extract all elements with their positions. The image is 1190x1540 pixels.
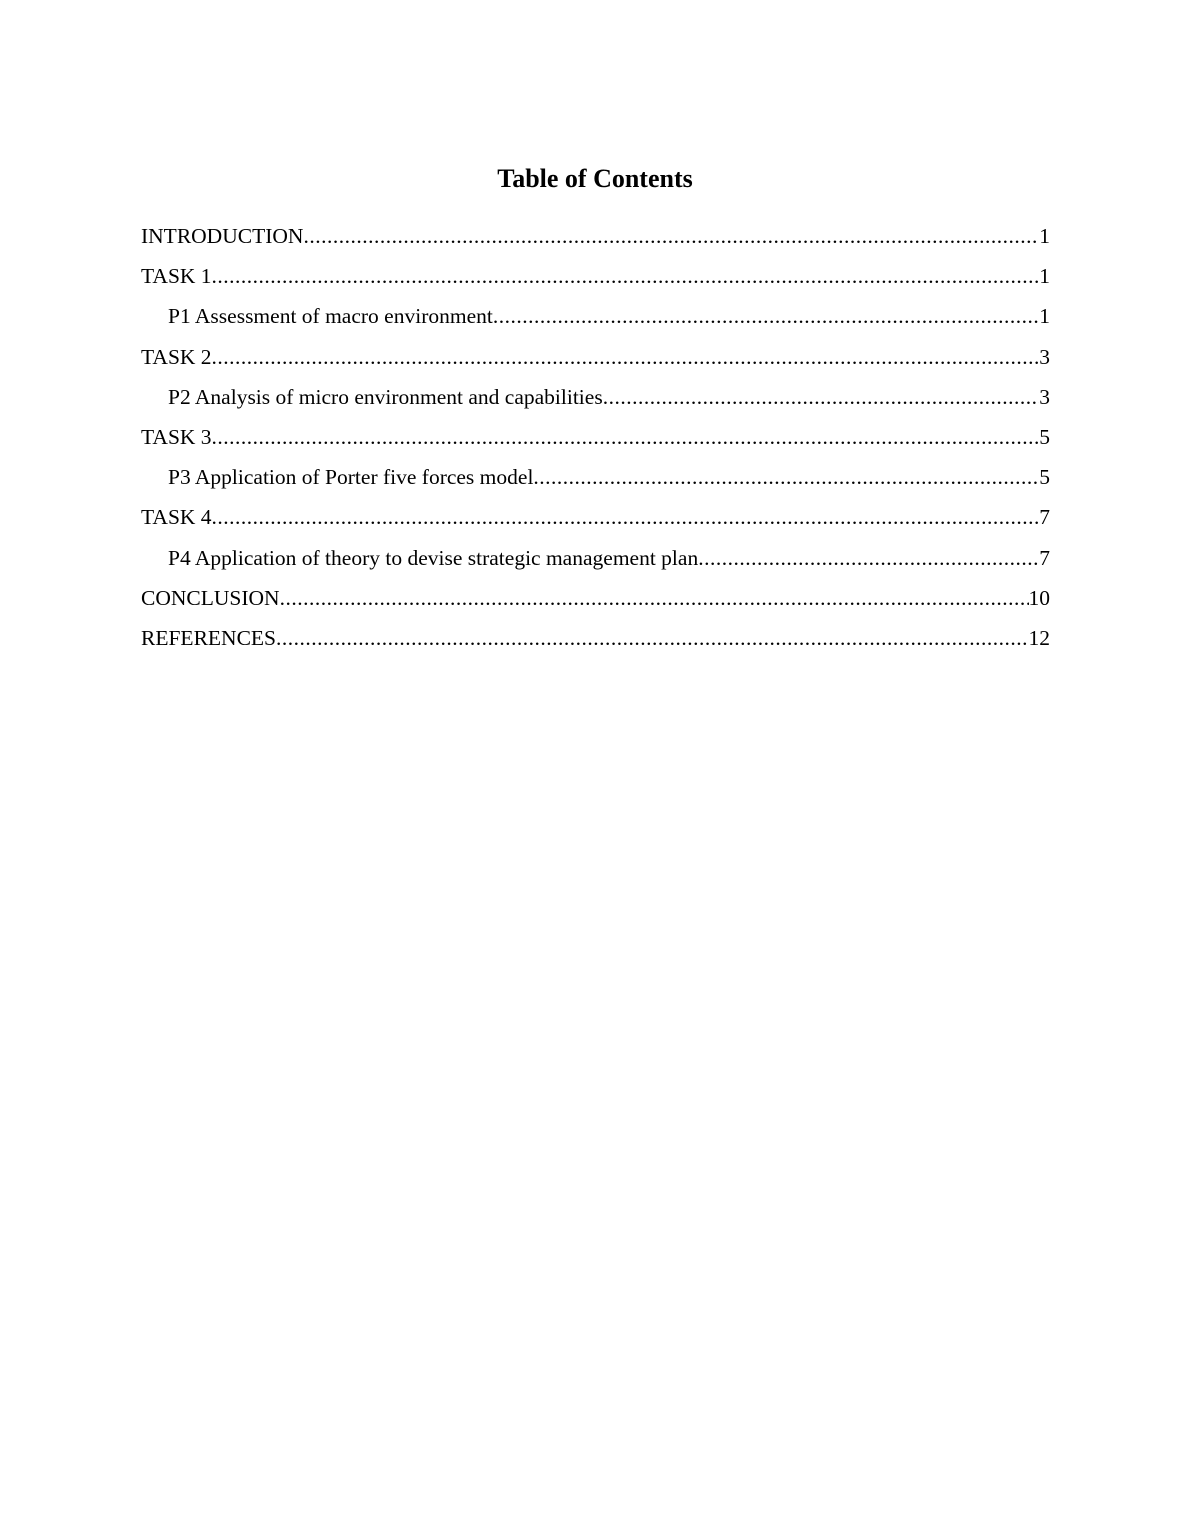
dot-leader bbox=[533, 462, 1039, 492]
toc-list bbox=[141, 221, 1050, 663]
toc-title: Table of Contents bbox=[497, 164, 693, 193]
dot-leader bbox=[493, 301, 1039, 331]
dot-leader bbox=[276, 623, 1029, 653]
toc-entry-label: TASK 4 bbox=[141, 505, 212, 530]
toc-entry-task-1[interactable] bbox=[141, 261, 1050, 301]
toc-entry-label: TASK 2 bbox=[141, 344, 212, 369]
toc-entry-task-3[interactable] bbox=[141, 422, 1050, 462]
toc-entry-label: P4 Application of theory to devise strategic management plan bbox=[168, 545, 699, 570]
toc-entry-label: REFERENCES bbox=[141, 625, 276, 650]
dot-leader bbox=[212, 502, 1040, 532]
toc-entry-p1[interactable] bbox=[141, 301, 1050, 341]
toc-entry-references[interactable] bbox=[141, 623, 1050, 663]
toc-entry-label: CONCLUSION bbox=[141, 585, 280, 610]
toc-entry-page-number: 12 bbox=[1028, 625, 1050, 650]
toc-entry-page-number: 5 bbox=[1039, 465, 1050, 490]
toc-entry-page-number: 7 bbox=[1039, 505, 1050, 530]
toc-entry-page-number: 3 bbox=[1039, 384, 1050, 409]
dot-leader bbox=[212, 342, 1040, 372]
toc-entry-introduction[interactable] bbox=[141, 221, 1050, 261]
dot-leader bbox=[212, 261, 1040, 291]
toc-entry-label: P1 Assessment of macro environment bbox=[168, 304, 493, 329]
toc-entry-label: TASK 1 bbox=[141, 264, 212, 289]
dot-leader bbox=[603, 382, 1040, 412]
dot-leader bbox=[698, 543, 1039, 573]
dot-leader bbox=[280, 583, 1029, 613]
toc-entry-task-4[interactable] bbox=[141, 502, 1050, 542]
toc-entry-page-number: 7 bbox=[1039, 545, 1050, 570]
toc-entry-task-2[interactable] bbox=[141, 342, 1050, 382]
toc-entry-page-number: 1 bbox=[1039, 304, 1050, 329]
toc-entry-page-number: 5 bbox=[1039, 424, 1050, 449]
toc-entry-label: INTRODUCTION bbox=[141, 224, 304, 248]
toc-entry-page-number: 10 bbox=[1028, 585, 1050, 610]
toc-entry-label: P2 Analysis of micro environment and capabilities bbox=[168, 384, 603, 409]
toc-entry-p4[interactable] bbox=[141, 543, 1050, 583]
toc-entry-p3[interactable] bbox=[141, 462, 1050, 502]
toc-entry-label: P3 Application of Porter five forces model bbox=[168, 465, 534, 490]
toc-entry-page-number: 3 bbox=[1039, 344, 1050, 369]
dot-leader bbox=[303, 221, 1039, 251]
toc-entry-conclusion[interactable] bbox=[141, 583, 1050, 623]
toc-entry-page-number: 1 bbox=[1039, 264, 1050, 289]
toc-entry-label: TASK 3 bbox=[141, 424, 212, 449]
toc-entry-page-number: 1 bbox=[1039, 224, 1050, 248]
toc-entry-p2[interactable] bbox=[141, 382, 1050, 422]
dot-leader bbox=[212, 422, 1040, 452]
